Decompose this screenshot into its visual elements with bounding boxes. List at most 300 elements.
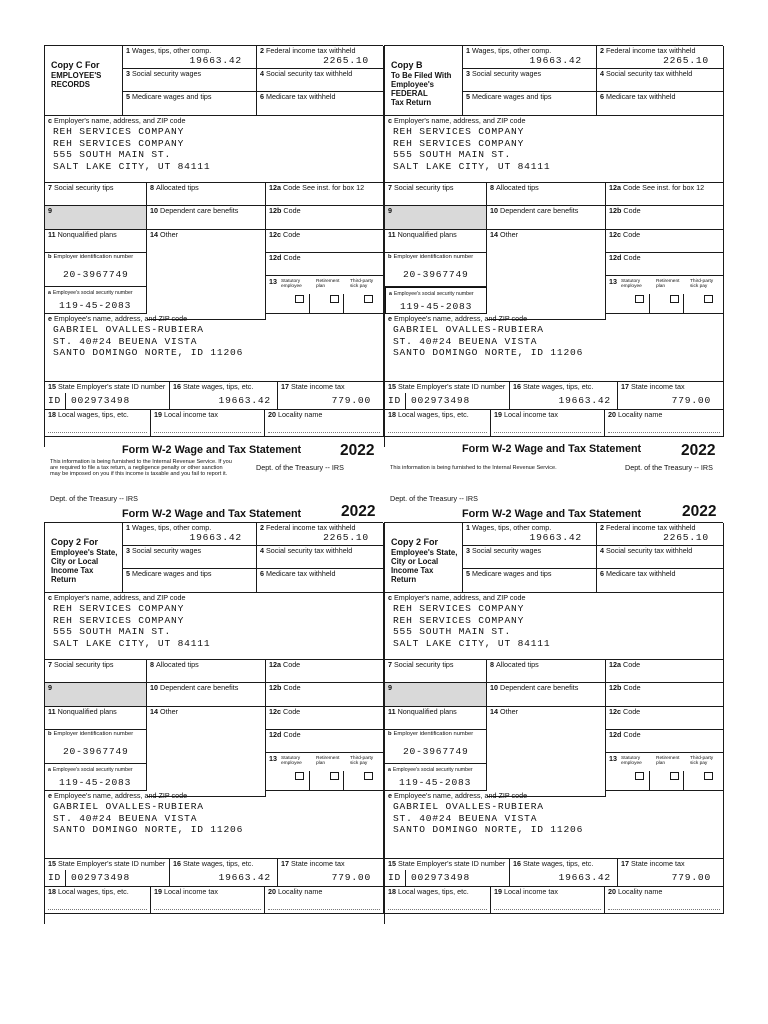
employer-line: 555 SOUTH MAIN ST.	[53, 626, 172, 638]
box-13-divider	[649, 294, 650, 313]
statutory-employee-label-line: Statutory	[281, 279, 301, 284]
retirement-plan-checkbox[interactable]	[330, 772, 339, 780]
box-17	[618, 859, 724, 887]
dept-treasury-copy-2-left: Dept. of the Treasury -- IRS	[50, 494, 138, 503]
box-e-label-text: Employee's name, address, and ZIP code	[394, 791, 528, 800]
box-19-label	[154, 888, 218, 895]
box-8-label-text: Allocated tips	[156, 183, 199, 192]
box-12b-label-text: Code	[623, 683, 641, 692]
box-13-label	[269, 755, 279, 762]
box-3	[123, 546, 257, 569]
box-5	[123, 92, 257, 116]
copy-name-line: Copy 2 For	[391, 537, 439, 547]
statutory-employee-checkbox[interactable]	[295, 295, 304, 303]
dept-treasury-copy-c: Dept. of the Treasury -- IRS	[256, 463, 344, 472]
box-12d-label	[269, 731, 301, 738]
third-party-sick-pay-checkbox[interactable]	[704, 295, 713, 303]
box-9-label	[48, 207, 54, 214]
box-4-label	[600, 547, 692, 554]
box-8-label-text: Allocated tips	[496, 660, 539, 669]
box-10-label	[150, 207, 238, 214]
box-8-label	[490, 661, 539, 668]
box-b-label-number: b	[48, 254, 52, 260]
box-12c-label	[269, 231, 300, 238]
box-19-label-number: 19	[494, 410, 502, 419]
box-15-divider	[405, 870, 406, 886]
box-13-divider	[683, 294, 684, 313]
third-party-sick-pay-checkbox[interactable]	[704, 772, 713, 780]
box-3-label	[126, 70, 201, 77]
box-b-label-text: Employer identification number	[53, 731, 134, 737]
box-20-dotted-line	[608, 909, 720, 910]
retirement-plan-checkbox[interactable]	[670, 295, 679, 303]
box-12d-label	[609, 731, 641, 738]
box-5	[463, 92, 597, 116]
ssn-value: 119-45-2083	[59, 777, 132, 788]
box-2-label-text: Federal income tax withheld	[266, 523, 356, 532]
box-11-label-text: Nonqualified plans	[397, 707, 457, 716]
box-e-label-text: Employee's name, address, and ZIP code	[394, 314, 528, 323]
box-10-label-number: 10	[150, 683, 158, 692]
box-9	[45, 206, 147, 230]
irs-notice-copy-c	[50, 459, 232, 477]
box-e-label-text: Employee's name, address, and ZIP code	[54, 314, 188, 323]
box-11-label	[388, 231, 457, 238]
box-9-label-number: 9	[388, 683, 392, 692]
box-c-label	[48, 117, 185, 124]
box-7-label-number: 7	[48, 660, 52, 669]
third-party-sick-pay-label-line: sick pay	[350, 284, 368, 290]
box-16-label-text: State wages, tips, etc.	[183, 859, 254, 868]
copy-name	[51, 537, 117, 584]
box-4-label-text: Social security tax withheld	[606, 546, 693, 555]
box-e-label-number: e	[48, 314, 52, 323]
box-5-label-text: Medicare wages and tips	[472, 92, 552, 101]
box-18-label	[388, 888, 469, 895]
box-12b-label-text: Code	[283, 206, 301, 215]
box-e-label-number: e	[388, 314, 392, 323]
box-5-label-text: Medicare wages and tips	[472, 569, 552, 578]
statutory-employee-label	[621, 756, 642, 766]
box-8	[147, 660, 266, 683]
employee-line: GABRIEL OVALLES-RUBIERA	[53, 324, 204, 335]
box-12d	[606, 253, 724, 276]
box-b-ein	[385, 253, 487, 287]
box-10-label-number: 10	[490, 683, 498, 692]
box-17-label	[281, 383, 345, 390]
box-17-label-number: 17	[281, 382, 289, 391]
box-5-label-text: Medicare wages and tips	[132, 569, 212, 578]
box-2-label-number: 2	[260, 523, 264, 532]
third-party-sick-pay-checkbox[interactable]	[364, 772, 373, 780]
box-9-label	[388, 684, 394, 691]
box-11-label-number: 11	[48, 707, 56, 716]
copy-name-line: Tax Return	[391, 98, 432, 108]
box-2-label-number: 2	[600, 523, 604, 532]
box-19-label	[154, 411, 218, 418]
box-a-label	[388, 768, 473, 773]
box-4-label	[260, 547, 352, 554]
box-3-label	[466, 547, 541, 554]
box-14-label	[150, 231, 178, 238]
box-12a-label-number: 12a	[269, 660, 281, 669]
box-13-divider	[683, 771, 684, 790]
box-13-number: 13	[609, 277, 617, 286]
box-13-divider	[343, 771, 344, 790]
box-7	[385, 660, 487, 683]
box-12a	[266, 660, 384, 683]
box-12a	[606, 660, 724, 683]
box-5-label	[126, 93, 212, 100]
box-20-label-number: 20	[608, 887, 616, 896]
box-4-label-number: 4	[600, 546, 604, 555]
box-16-label	[173, 860, 253, 867]
box-16	[510, 382, 618, 410]
box-19-dotted-line	[154, 909, 261, 910]
box-13	[266, 753, 384, 791]
box-12d-label-text: Code	[623, 730, 641, 739]
state-tax-value: 779.00	[331, 395, 371, 406]
form-year-copy-c: 2022	[340, 442, 375, 459]
box-18-label-number: 18	[48, 887, 56, 896]
box-12b-label-text: Code	[283, 683, 301, 692]
box-4	[257, 69, 384, 92]
box-18-dotted-line	[48, 432, 147, 433]
retirement-plan-label-line: Retirement	[656, 756, 680, 761]
box-12c-label-text: Code	[283, 707, 301, 716]
box-16-label-number: 16	[513, 859, 521, 868]
state-id-value: 002973498	[71, 395, 131, 406]
box-16-label-text: State wages, tips, etc.	[183, 382, 254, 391]
box-15-label	[48, 383, 165, 390]
box-16-label-text: State wages, tips, etc.	[523, 859, 594, 868]
box-17-label-number: 17	[621, 859, 629, 868]
ein-value: 20-3967749	[403, 269, 469, 280]
copy-name-line: RECORDS	[51, 79, 90, 89]
box-15-label-text: State Employer's state ID number	[398, 382, 506, 391]
third-party-sick-pay-checkbox[interactable]	[364, 295, 373, 303]
box-20-label-text: Locality name	[618, 887, 663, 896]
statutory-employee-label-line: employee	[281, 284, 302, 290]
statutory-employee-label-line: Statutory	[281, 756, 301, 761]
box-12c-label-text: Code	[283, 230, 301, 239]
box-15-label-number: 15	[388, 859, 396, 868]
box-1-label	[466, 524, 551, 531]
state-id-value: 002973498	[411, 395, 471, 406]
state-wages-value: 19663.42	[558, 395, 611, 406]
copy-name-line: Copy 2 For	[51, 537, 99, 547]
employee-line: GABRIEL OVALLES-RUBIERA	[393, 324, 544, 335]
w2-copy-4	[384, 522, 723, 924]
box-14	[147, 230, 266, 320]
box-2	[597, 523, 724, 546]
box-5-label	[466, 570, 552, 577]
employee-address	[53, 801, 243, 836]
box-b-label	[388, 732, 473, 738]
box-4-label-number: 4	[260, 69, 264, 78]
box-10-label	[490, 207, 578, 214]
box-12a	[266, 183, 384, 206]
retirement-plan-checkbox[interactable]	[670, 772, 679, 780]
box-19-label-text: Local income tax	[504, 887, 558, 896]
dept-treasury-copy-b: Dept. of the Treasury -- IRS	[625, 463, 713, 472]
box-1-label-text: Wages, tips, other comp.	[132, 46, 212, 55]
form-year-copy-b: 2022	[681, 442, 716, 459]
box-11-label-text: Nonqualified plans	[57, 707, 117, 716]
box-18-label-number: 18	[388, 887, 396, 896]
box-10	[487, 683, 606, 707]
employer-line: REH SERVICES COMPANY	[53, 137, 185, 149]
box-b-label-text: Employer identification number	[393, 731, 474, 737]
federal-tax-value: 2265.10	[323, 55, 369, 66]
box-13-label	[609, 278, 619, 285]
box-10-label	[490, 684, 578, 691]
box-12b	[266, 683, 384, 707]
retirement-plan-checkbox[interactable]	[330, 295, 339, 303]
box-20-dotted-line	[268, 909, 380, 910]
employee-address	[393, 324, 583, 359]
box-18-label-text: Local wages, tips, etc.	[398, 887, 469, 896]
box-15-label	[388, 383, 505, 390]
statutory-employee-checkbox[interactable]	[295, 772, 304, 780]
box-14-label-text: Other	[160, 707, 178, 716]
employer-line: REH SERVICES COMPANY	[53, 603, 185, 614]
box-6	[597, 569, 724, 593]
box-14-label-number: 14	[490, 230, 498, 239]
state-id-value: 002973498	[411, 872, 471, 883]
box-4-label-text: Social security tax withheld	[606, 69, 693, 78]
box-12a-label-text: Code	[283, 660, 301, 669]
box-12d-label	[269, 254, 301, 261]
box-8	[487, 660, 606, 683]
box-12d-label-text: Code	[283, 730, 301, 739]
box-12b-label-text: Code	[623, 206, 641, 215]
box-8-label-number: 8	[150, 660, 154, 669]
box-11-label-text: Nonqualified plans	[57, 230, 117, 239]
ssn-value: 119-45-2083	[59, 300, 132, 311]
box-19	[491, 410, 605, 437]
box-19-label	[494, 888, 558, 895]
w2-copy-1	[44, 45, 383, 447]
box-13-number: 13	[269, 277, 277, 286]
box-10	[147, 683, 266, 707]
employee-line: SANTO DOMINGO NORTE, ID 11206	[53, 347, 244, 359]
box-2	[257, 523, 384, 546]
box-19-dotted-line	[494, 432, 601, 433]
box-12a	[606, 183, 724, 206]
box-8-label-number: 8	[150, 183, 154, 192]
copy-name-line: EMPLOYEE'S	[51, 70, 102, 80]
box-14-label-number: 14	[150, 707, 158, 716]
box-18	[45, 410, 151, 437]
box-b-ein	[385, 730, 487, 764]
box-3	[123, 69, 257, 92]
box-20	[605, 410, 724, 437]
box-20	[265, 887, 384, 914]
box-4-label-text: Social security tax withheld	[266, 69, 353, 78]
box-13-number: 13	[609, 754, 617, 763]
box-2-label	[260, 524, 356, 531]
box-20-label-number: 20	[268, 887, 276, 896]
box-9-label-number: 9	[48, 206, 52, 215]
box-10-label-text: Dependent care benefits	[160, 683, 239, 692]
box-1-label-number: 1	[126, 523, 130, 532]
box-16-label	[513, 860, 593, 867]
employer-line: SALT LAKE CITY, UT 84111	[53, 160, 211, 172]
box-20-dotted-line	[268, 432, 380, 433]
box-1-label-number: 1	[466, 523, 470, 532]
ssn-value: 119-45-2083	[400, 301, 473, 312]
box-20-label	[268, 888, 322, 895]
box-15-label-number: 15	[388, 382, 396, 391]
box-12a-label-text: Code	[623, 660, 641, 669]
box-3-label-number: 3	[126, 69, 130, 78]
box-b-label-number: b	[48, 731, 52, 737]
box-12c	[606, 230, 724, 253]
box-c-employer	[385, 593, 724, 660]
copy-name-box	[385, 523, 463, 593]
employer-line: REH SERVICES COMPANY	[53, 126, 185, 137]
statutory-employee-checkbox[interactable]	[635, 772, 644, 780]
box-c-label	[48, 594, 185, 601]
box-13	[606, 753, 724, 791]
box-3	[463, 546, 597, 569]
box-a-ssn	[385, 287, 487, 314]
box-18-dotted-line	[48, 909, 147, 910]
box-12d-label-text: Code	[283, 253, 301, 262]
box-12a-label	[609, 184, 704, 191]
box-17-label	[621, 860, 685, 867]
box-20	[605, 887, 724, 914]
box-12d-label	[609, 254, 641, 261]
box-9	[45, 683, 147, 707]
box-18-label-text: Local wages, tips, etc.	[398, 410, 469, 419]
box-7-label	[388, 661, 454, 668]
copy-name-box	[45, 523, 123, 593]
third-party-sick-pay-label	[690, 756, 713, 766]
box-5-label	[466, 93, 552, 100]
box-20	[265, 410, 384, 437]
box-18-label-text: Local wages, tips, etc.	[58, 410, 129, 419]
retirement-plan-label-line: Retirement	[656, 279, 680, 284]
box-12d-label-number: 12d	[609, 730, 622, 739]
box-7-label-text: Social security tips	[394, 660, 454, 669]
box-14-label-text: Other	[500, 707, 518, 716]
form-title-copy-c: Form W-2 Wage and Tax Statement	[122, 444, 302, 456]
retirement-plan-label	[656, 756, 679, 766]
federal-tax-value: 2265.10	[323, 532, 369, 543]
box-15-label-number: 15	[48, 382, 56, 391]
box-c-label-number: c	[48, 593, 52, 602]
statutory-employee-label-line: employee	[621, 284, 642, 290]
box-c-label	[388, 594, 525, 601]
state-code-value: ID	[388, 395, 402, 406]
box-16-label	[173, 383, 253, 390]
box-16-label-number: 16	[513, 382, 521, 391]
employee-line: GABRIEL OVALLES-RUBIERA	[53, 801, 204, 812]
box-c-employer	[45, 593, 384, 660]
box-1	[463, 523, 597, 546]
box-6-label	[260, 93, 336, 100]
box-1-label-number: 1	[126, 46, 130, 55]
retirement-plan-label-line: plan	[656, 284, 666, 290]
box-20-label	[268, 411, 322, 418]
copy-name-box	[385, 46, 463, 116]
box-16	[170, 859, 278, 887]
box-a-label	[389, 292, 474, 297]
box-8-label-number: 8	[490, 183, 494, 192]
box-14-label-number: 14	[150, 230, 158, 239]
copy-name-line: Employee's State,	[51, 547, 118, 557]
statutory-employee-label-line: employee	[621, 761, 642, 767]
statutory-employee-checkbox[interactable]	[635, 295, 644, 303]
box-12c-label-number: 12c	[269, 230, 281, 239]
box-14-label-text: Other	[500, 230, 518, 239]
copy-name-line: City or Local	[51, 556, 99, 566]
box-17-label-text: State income tax	[291, 859, 345, 868]
box-b-label	[388, 255, 473, 261]
box-12c	[266, 230, 384, 253]
box-12c-label	[609, 708, 640, 715]
box-b-label-text: Employer identification number	[53, 254, 134, 260]
box-12a-label-number: 12a	[609, 183, 621, 192]
box-b-ein	[45, 730, 147, 764]
state-wages-value: 19663.42	[218, 872, 271, 883]
box-6-label-number: 6	[600, 569, 604, 578]
third-party-sick-pay-label-line: sick pay	[350, 761, 368, 767]
employer-line: 555 SOUTH MAIN ST.	[393, 626, 512, 638]
state-tax-value: 779.00	[671, 872, 711, 883]
box-19-label-text: Local income tax	[504, 410, 558, 419]
copy-name	[391, 60, 451, 107]
box-7-label-number: 7	[388, 660, 392, 669]
box-16-label-number: 16	[173, 859, 181, 868]
box-2	[257, 46, 384, 69]
box-12b-label	[609, 207, 641, 214]
box-8-label	[150, 184, 199, 191]
box-e-label-number: e	[48, 791, 52, 800]
box-18-label	[48, 411, 129, 418]
box-12c-label-number: 12c	[609, 707, 621, 716]
box-c-label-text: Employer's name, address, and ZIP code	[394, 116, 526, 125]
state-code-value: ID	[48, 395, 62, 406]
box-1-label-text: Wages, tips, other comp.	[132, 523, 212, 532]
box-3-label	[466, 70, 541, 77]
box-15	[45, 382, 170, 410]
box-2-label-text: Federal income tax withheld	[266, 46, 356, 55]
box-b-label	[48, 255, 133, 261]
third-party-sick-pay-label-line: Third-party	[690, 279, 714, 284]
box-9-label-number: 9	[48, 683, 52, 692]
box-b-ein	[45, 253, 147, 287]
employer-address	[393, 603, 550, 649]
box-7-label-text: Social security tips	[54, 660, 114, 669]
box-15-label-text: State Employer's state ID number	[58, 382, 166, 391]
box-12c-label	[609, 231, 640, 238]
w2-copy-2	[384, 45, 723, 447]
irs-notice-line: are required to file a tax return, a negligence penalty or other sanction	[50, 465, 223, 472]
box-20-label-number: 20	[268, 410, 276, 419]
box-8-label-number: 8	[490, 660, 494, 669]
copy-name-box	[45, 46, 123, 116]
box-1-label	[126, 47, 211, 54]
box-a-label	[48, 768, 133, 773]
box-5-label-text: Medicare wages and tips	[132, 92, 212, 101]
box-15-label-text: State Employer's state ID number	[58, 859, 166, 868]
box-5-label-number: 5	[126, 92, 130, 101]
box-1	[463, 46, 597, 69]
box-18	[45, 887, 151, 914]
